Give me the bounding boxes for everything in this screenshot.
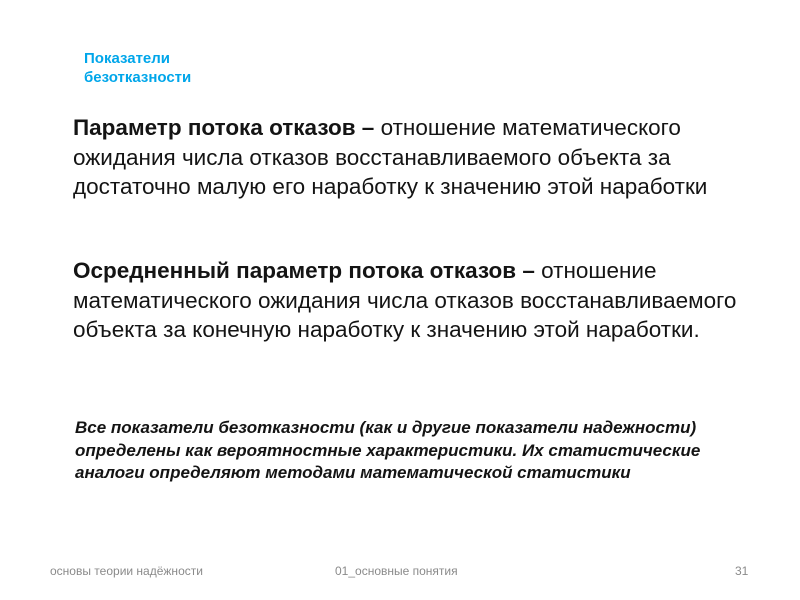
section-title-line1: Показатели [84, 50, 171, 67]
term-dash: – [516, 258, 542, 283]
definition-failure-flow-parameter [73, 113, 753, 202]
term-dash: – [355, 115, 381, 140]
footer-section-name: 01_основные понятия [335, 564, 458, 578]
footer-course-title: основы теории надёжности [50, 564, 203, 578]
section-title-line2: безотказности [84, 69, 192, 86]
definition-text: отношение математического ожидания числа отказов восстанавливаемого объекта за конечную наработку к значению этой наработки. [73, 258, 737, 342]
note-text: Все показатели безотказности (как и другие показатели надежности) определены как вероятностные характеристики. Их статистические аналоги определяют методами математической статистики [75, 418, 701, 482]
definition-average-failure-flow-parameter [73, 256, 753, 345]
section-title [84, 49, 284, 87]
term-failure-flow-parameter: Параметр потока отказов [73, 115, 356, 140]
term-average-failure-flow-parameter: Осредненный параметр потока отказов [73, 258, 517, 283]
definition-text: отношение математического ожидания числа отказов восстанавливаемого объекта за достаточно малую его наработку к значению этой наработки [73, 115, 708, 199]
page-number: 31 [735, 564, 749, 578]
